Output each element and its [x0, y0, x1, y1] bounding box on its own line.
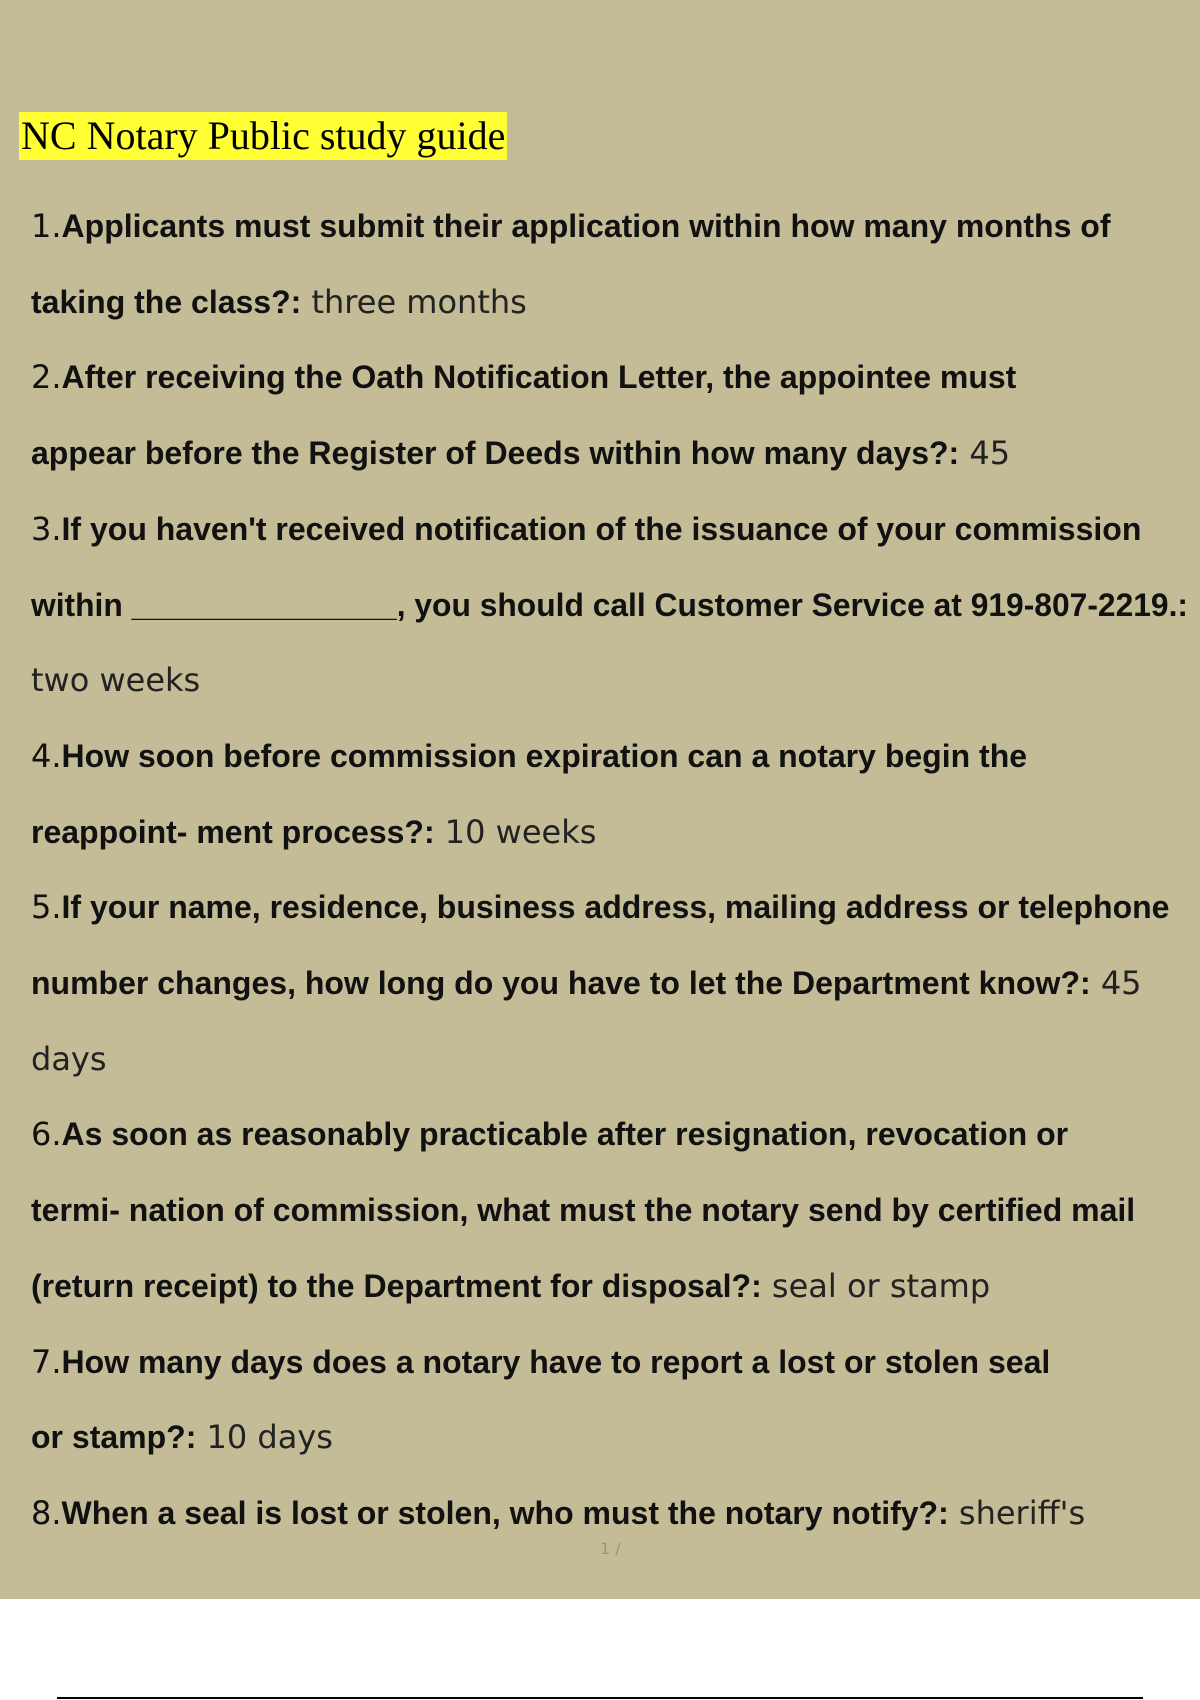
- answer-text: sheriff's: [948, 1494, 1086, 1532]
- question-text: How many days does a notary have to report a lost or stolen seal: [61, 1344, 1051, 1380]
- question-3-line-3: [31, 660, 200, 700]
- question-number: 5.: [31, 888, 62, 926]
- question-3-line-1: [31, 509, 1141, 549]
- question-1-line-1: [31, 206, 1110, 246]
- question-6-line-1: [31, 1114, 1068, 1154]
- question-number: 1.: [31, 207, 62, 245]
- answer-text: 45: [959, 434, 1011, 472]
- question-text: If you haven't received notification of the issuance of your commission: [61, 511, 1142, 547]
- answer-text: two weeks: [31, 661, 201, 699]
- answer-text: three months: [301, 283, 527, 321]
- question-6-line-3: [31, 1266, 990, 1306]
- question-number: 3.: [31, 510, 62, 548]
- answer-text: days: [31, 1040, 107, 1078]
- question-text: reappoint- ment process?:: [31, 814, 435, 850]
- question-text: termi- nation of commission, what must the notary send by certified mail: [31, 1192, 1136, 1228]
- question-6-line-2: [31, 1190, 1135, 1230]
- question-text: If your name, residence, business address, mailing address or telephone: [61, 889, 1170, 925]
- question-2-line-1: [31, 357, 1016, 397]
- question-text: number changes, how long do you have to let the Department know?:: [31, 965, 1091, 1001]
- question-text: Applicants must submit their application within how many months of: [61, 208, 1111, 244]
- question-5-line-2: [31, 963, 1142, 1003]
- question-8-line-1: [31, 1493, 1085, 1533]
- question-number: 6.: [31, 1115, 62, 1153]
- question-text: When a seal is lost or stolen, who must the notary notify?:: [61, 1495, 949, 1531]
- question-text: (return receipt) to the Department for disposal?:: [31, 1268, 762, 1304]
- answer-text: 10 weeks: [434, 813, 597, 851]
- question-5-line-3: [31, 1039, 107, 1079]
- question-1-line-2: [31, 282, 527, 322]
- question-text: As soon as reasonably practicable after resignation, revocation or: [61, 1116, 1069, 1152]
- question-text: within _______________, you should call Customer Service at 919-807-2219.:: [31, 587, 1189, 623]
- question-number: 8.: [31, 1494, 62, 1532]
- question-3-line-2: [31, 585, 1188, 625]
- answer-text: seal or stamp: [761, 1267, 991, 1305]
- question-7-line-2: [31, 1417, 333, 1457]
- question-4-line-2: [31, 812, 596, 852]
- answer-text: 10 days: [196, 1418, 333, 1456]
- question-text: taking the class?:: [31, 284, 302, 320]
- question-text: How soon before commission expiration can a notary begin the: [61, 738, 1028, 774]
- question-number: 2.: [31, 358, 62, 396]
- question-4-line-1: [31, 736, 1027, 776]
- question-number: 7.: [31, 1343, 62, 1381]
- document-title: NC Notary Public study guide: [21, 113, 506, 158]
- page-number: 1 /: [600, 1539, 621, 1558]
- question-text: After receiving the Oath Notification Letter, the appointee must: [61, 359, 1017, 395]
- question-5-line-1: [31, 887, 1169, 927]
- answer-text: 45: [1090, 964, 1142, 1002]
- page-divider: [57, 1697, 1143, 1699]
- question-7-line-1: [31, 1342, 1050, 1382]
- question-text: or stamp?:: [31, 1419, 197, 1455]
- question-number: 4.: [31, 737, 62, 775]
- question-text: appear before the Register of Deeds within how many days?:: [31, 435, 960, 471]
- question-2-line-2: [31, 433, 1010, 473]
